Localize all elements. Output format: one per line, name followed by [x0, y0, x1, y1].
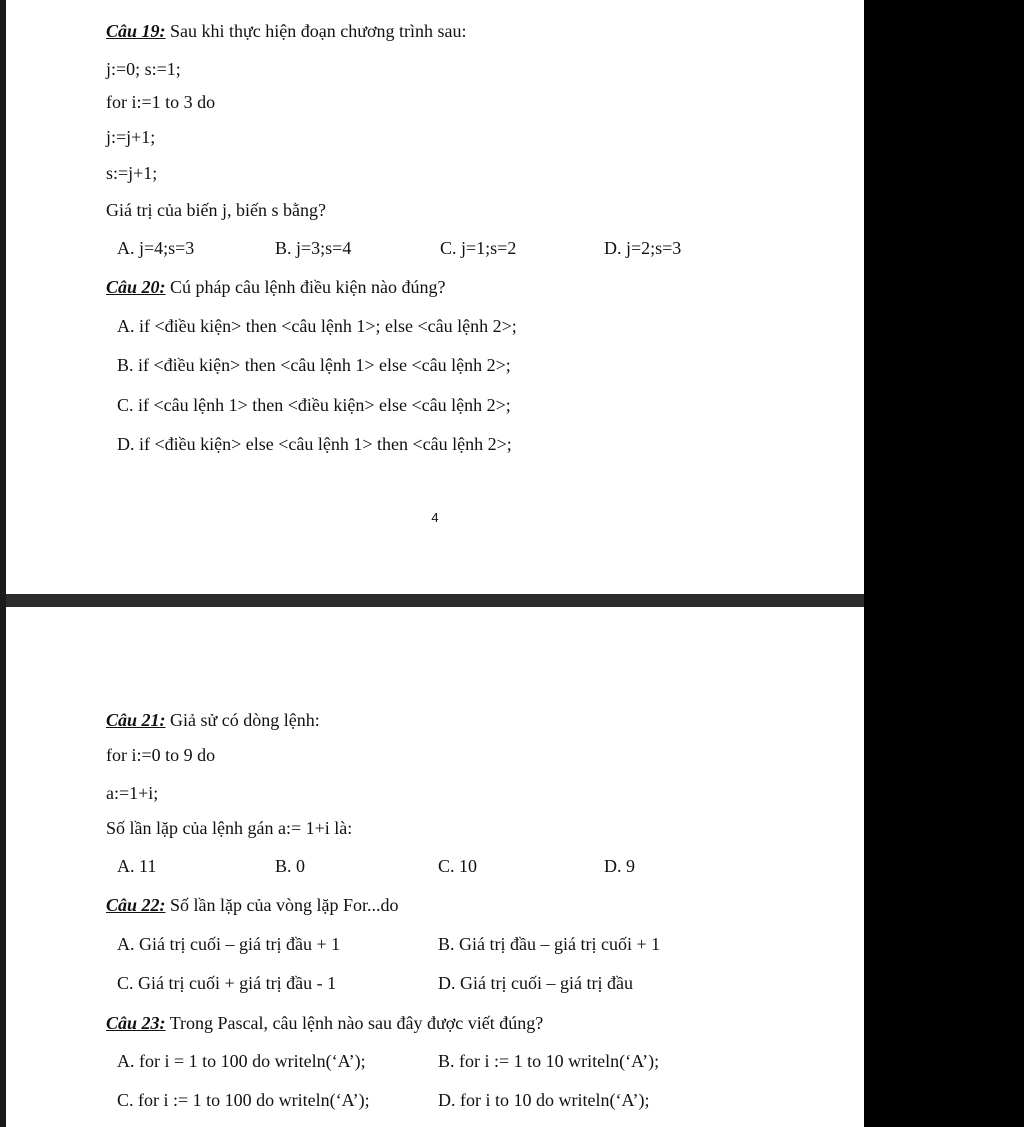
code-line: j:=j+1; [106, 127, 156, 147]
question-20 [106, 276, 445, 298]
question-21-prompt: Số lần lặp của lệnh gán a:= 1+i là: [106, 818, 353, 838]
option-23-d: D. for i to 10 do writeln(‘A’); [438, 1090, 650, 1110]
question-20-label: Câu 20: [106, 277, 166, 297]
page-number: 4 [431, 510, 439, 525]
option-19-a: A. j=4;s=3 [117, 238, 195, 258]
page-separator [6, 594, 864, 607]
question-19-text: Sau khi thực hiện đoạn chương trình sau: [165, 21, 467, 41]
option-21-b: B. 0 [275, 856, 306, 876]
option-22-b: B. Giá trị đầu – giá trị cuối + 1 [438, 934, 661, 954]
option-20-c: C. if <câu lệnh 1> then <điều kiện> else <câu lệnh 2>; [117, 395, 511, 415]
option-19-d: D. j=2;s=3 [604, 238, 682, 258]
page-sheet-top [6, 0, 864, 594]
option-22-a: A. Giá trị cuối – giá trị đầu + 1 [117, 934, 341, 954]
question-19 [106, 20, 467, 42]
page-sheet-bottom [6, 607, 864, 1127]
question-19-prompt: Giá trị của biến j, biến s bằng? [106, 200, 326, 220]
option-22-c: C. Giá trị cuối + giá trị đầu - 1 [117, 973, 337, 993]
question-20-text: Cú pháp câu lệnh điều kiện nào đúng? [165, 277, 446, 297]
code-line: for i:=1 to 3 do [106, 92, 216, 112]
question-22 [106, 894, 399, 916]
option-23-c: C. for i := 1 to 100 do writeln(‘A’); [117, 1090, 370, 1110]
question-21 [106, 709, 320, 731]
option-20-b: B. if <điều kiện> then <câu lệnh 1> else <câu lệnh 2>; [117, 355, 511, 375]
option-20-a: A. if <điều kiện> then <câu lệnh 1>; else <câu lệnh 2>; [117, 316, 517, 336]
question-23 [106, 1012, 543, 1034]
viewer-background [864, 0, 1024, 1127]
option-23-a: A. for i = 1 to 100 do writeln(‘A’); [117, 1051, 366, 1071]
option-19-b: B. j=3;s=4 [275, 238, 352, 258]
option-23-b: B. for i := 1 to 10 writeln(‘A’); [438, 1051, 660, 1071]
code-line: j:=0; s:=1; [106, 59, 181, 79]
question-19-label: Câu 19: [106, 21, 166, 41]
option-20-d: D. if <điều kiện> else <câu lệnh 1> then <câu lệnh 2>; [117, 434, 512, 454]
code-line: s:=j+1; [106, 163, 158, 183]
option-21-c: C. 10 [438, 856, 478, 876]
question-22-label: Câu 22: [106, 895, 166, 915]
option-21-a: A. 11 [117, 856, 157, 876]
question-21-label: Câu 21: [106, 710, 166, 730]
question-22-text: Số lần lặp của vòng lặp For...do [165, 895, 399, 915]
option-22-d: D. Giá trị cuối – giá trị đầu [438, 973, 633, 993]
question-21-text: Giả sử có dòng lệnh: [165, 710, 320, 730]
question-23-label: Câu 23: [106, 1013, 166, 1033]
code-line: a:=1+i; [106, 783, 159, 803]
code-line: for i:=0 to 9 do [106, 745, 216, 765]
option-19-c: C. j=1;s=2 [440, 238, 517, 258]
question-23-text: Trong Pascal, câu lệnh nào sau đây được viết đúng? [165, 1013, 544, 1033]
option-21-d: D. 9 [604, 856, 635, 876]
